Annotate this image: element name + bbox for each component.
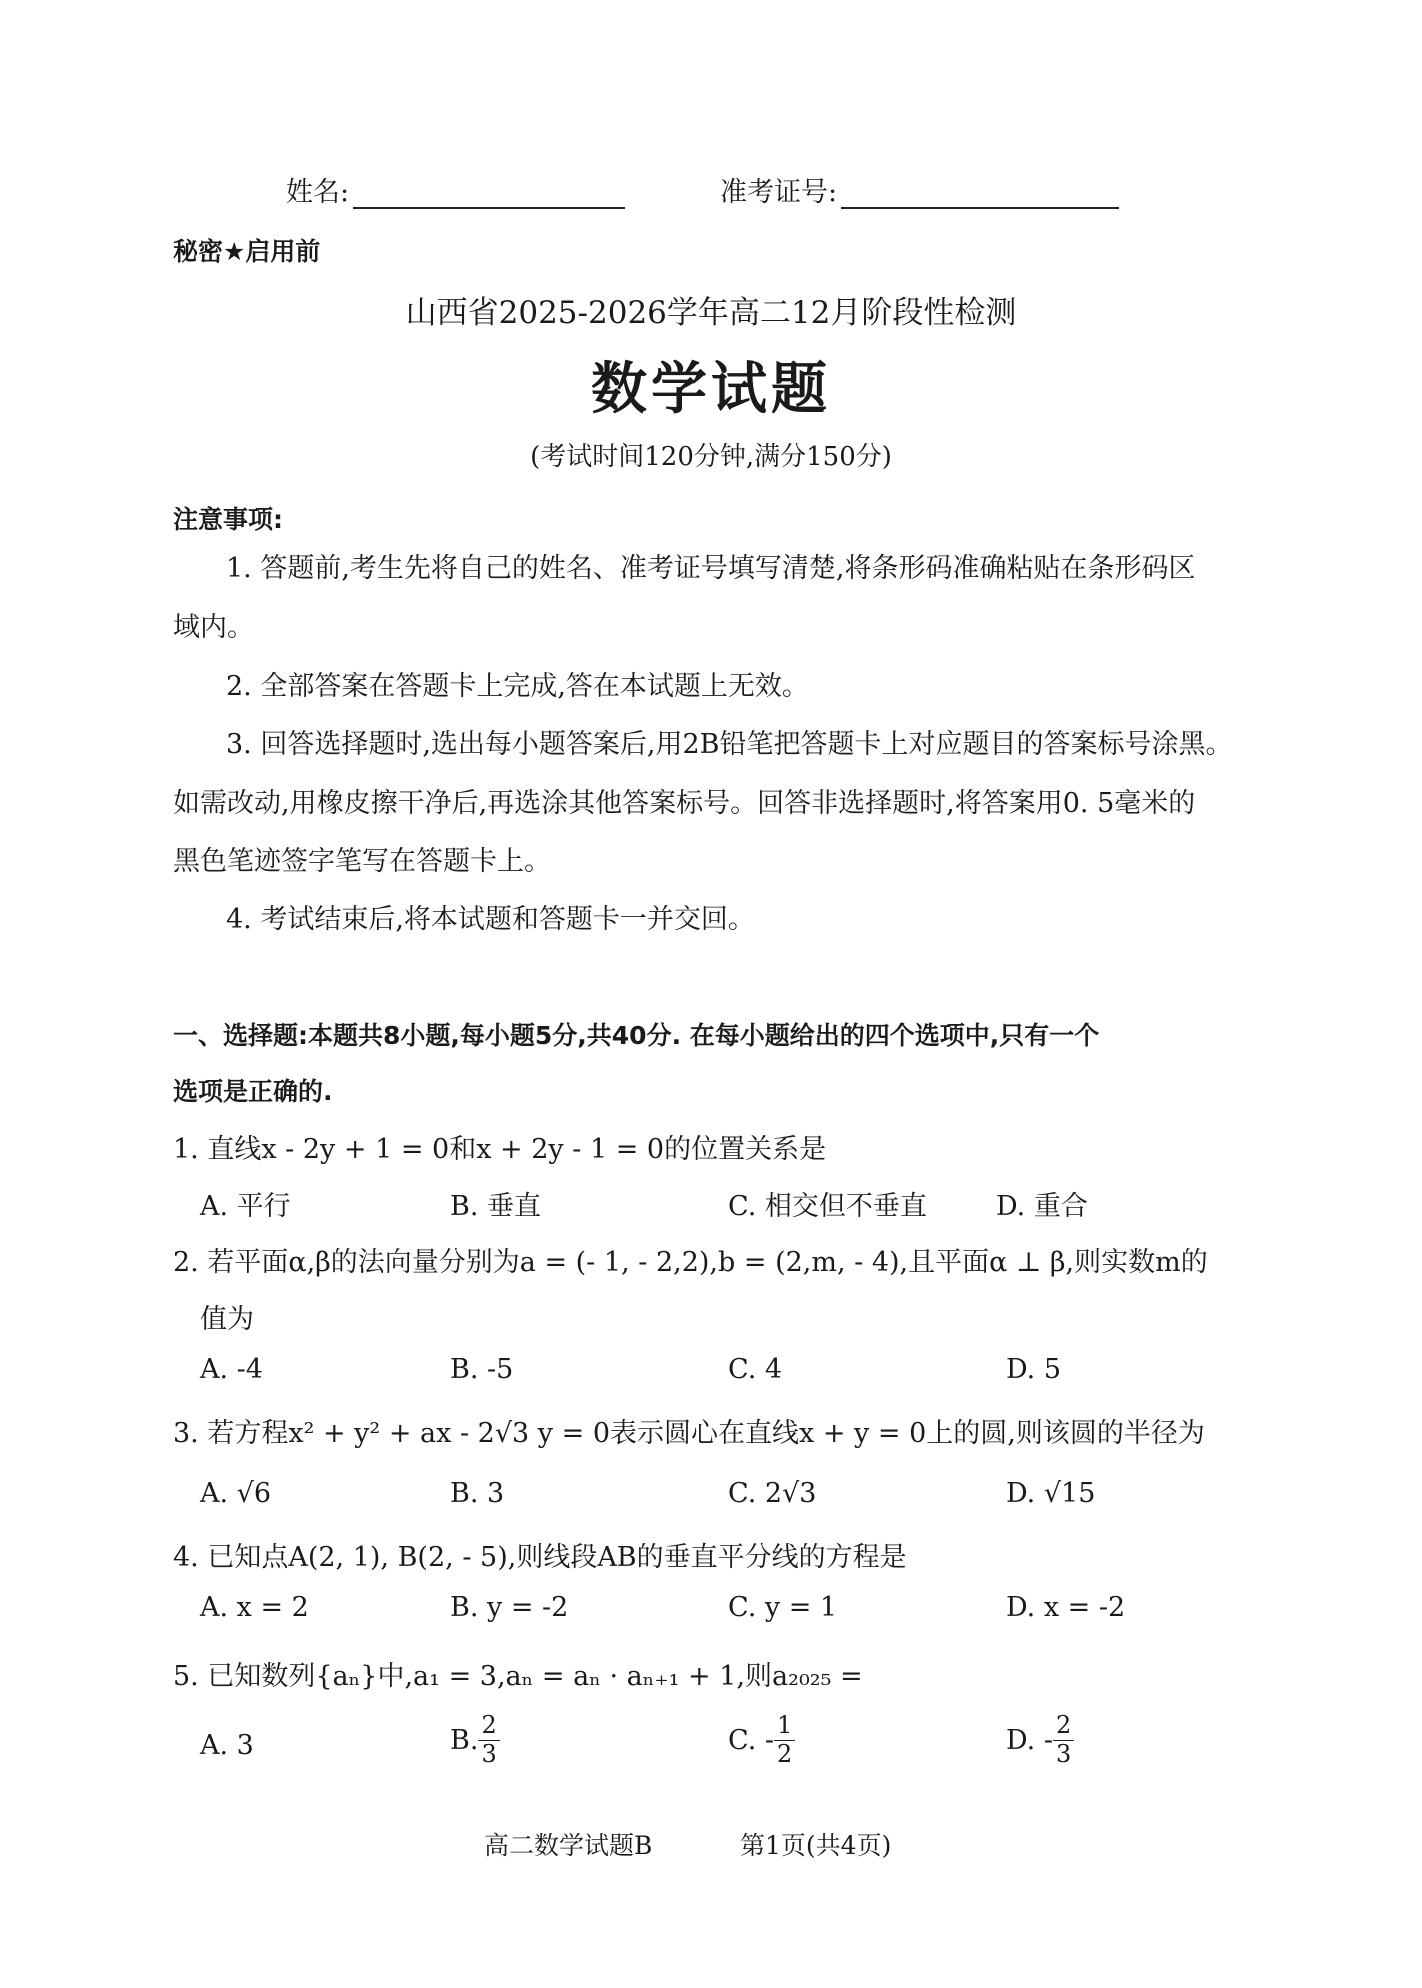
q5-option-b-numerator: 2 xyxy=(478,1712,499,1741)
q5-option-d-fraction xyxy=(1053,1712,1074,1768)
q4-option-c: C. y = 1 xyxy=(728,1592,838,1623)
q5-option-c-fraction xyxy=(774,1712,795,1768)
notice-item-4: 4. 考试结束后,将本试题和答题卡一并交回。 xyxy=(226,904,755,935)
footer-page-number: 第1页(共4页) xyxy=(740,1831,892,1860)
notice-item-1-cont: 域内。 xyxy=(173,612,254,643)
q3-option-c: C. 2√3 xyxy=(728,1478,817,1509)
question-1: 1. 直线x - 2y + 1 = 0和x + 2y - 1 = 0的位置关系是 xyxy=(173,1134,827,1165)
q4-option-b: B. y = -2 xyxy=(450,1592,569,1623)
notice-heading: 注意事项: xyxy=(173,505,283,534)
q5-option-d-numerator: 2 xyxy=(1053,1712,1074,1741)
exam-subtitle: 山西省2025-2026学年高二12月阶段性检测 xyxy=(405,295,1017,331)
q5-option-c-numerator: 1 xyxy=(774,1712,795,1741)
q5-option-d xyxy=(1006,1712,1074,1768)
q2-option-c: C. 4 xyxy=(728,1354,783,1385)
q2-option-d: D. 5 xyxy=(1006,1354,1062,1385)
q5-option-b xyxy=(450,1712,500,1768)
q5-option-b-denominator: 3 xyxy=(481,1739,497,1768)
q2-option-a: A. -4 xyxy=(200,1354,263,1385)
confidential-mark: 秘密★启用前 xyxy=(173,237,321,266)
q1-option-a: A. 平行 xyxy=(200,1191,291,1222)
exam-number-label: 准考证号: xyxy=(720,177,838,208)
question-2-cont: 值为 xyxy=(200,1304,254,1335)
notice-item-1: 1. 答题前,考生先将自己的姓名、准考证号填写清楚,将条形码准确粘贴在条形码区 xyxy=(226,553,1196,584)
exam-number-blank[interactable] xyxy=(841,181,1119,209)
q4-option-a: A. x = 2 xyxy=(200,1592,309,1623)
page-title: 数学试题 xyxy=(591,356,831,422)
q1-option-c: C. 相交但不垂直 xyxy=(728,1191,927,1222)
notice-item-3: 3. 回答选择题时,选出每小题答案后,用2B铅笔把答题卡上对应题目的答案标号涂黑。 xyxy=(226,729,1233,760)
section-heading: 一、选择题:本题共8小题,每小题5分,共40分. 在每小题给出的四个选项中,只有一个 xyxy=(173,1021,1100,1050)
notice-item-3-cont: 如需改动,用橡皮擦干净后,再选涂其他答案标号。回答非选择题时,将答案用0. 5毫米的 xyxy=(173,788,1196,819)
name-field xyxy=(286,170,625,209)
q5-option-d-label: D. - xyxy=(1006,1724,1053,1756)
footer-exam-name: 高二数学试题B xyxy=(484,1831,653,1860)
name-blank[interactable] xyxy=(353,181,625,209)
q5-option-c-label: C. - xyxy=(728,1724,774,1756)
q5-option-c-denominator: 2 xyxy=(776,1739,793,1768)
q3-option-d: D. √15 xyxy=(1006,1478,1096,1509)
q3-option-a: A. √6 xyxy=(200,1478,272,1509)
q1-option-b: B. 垂直 xyxy=(450,1191,542,1222)
name-label: 姓名: xyxy=(286,177,350,208)
q2-option-b: B. -5 xyxy=(450,1354,514,1385)
q3-option-b: B. 3 xyxy=(450,1478,505,1509)
q5-option-b-fraction xyxy=(478,1712,499,1768)
q5-option-b-label: B. xyxy=(450,1724,479,1756)
exam-info: (考试时间120分钟,满分150分) xyxy=(530,442,892,472)
notice-item-2: 2. 全部答案在答题卡上完成,答在本试题上无效。 xyxy=(226,671,809,702)
q5-option-a: A. 3 xyxy=(200,1730,254,1761)
q4-option-d: D. x = -2 xyxy=(1006,1592,1126,1623)
q5-option-c xyxy=(728,1712,795,1768)
q5-option-d-denominator: 3 xyxy=(1055,1739,1072,1768)
question-4: 4. 已知点A(2, 1), B(2, - 5),则线段AB的垂直平分线的方程是 xyxy=(173,1542,907,1573)
q1-option-d: D. 重合 xyxy=(996,1191,1088,1222)
question-3: 3. 若方程x² + y² + ax - 2√3 y = 0表示圆心在直线x + y = 0上的圆,则该圆的半径为 xyxy=(173,1418,1205,1449)
section-heading-cont: 选项是正确的. xyxy=(173,1077,333,1106)
question-5: 5. 已知数列{aₙ}中,a₁ = 3,aₙ = aₙ · aₙ₊₁ + 1,则a₂₀₂₅ = xyxy=(173,1661,863,1692)
exam-number-field xyxy=(720,170,1119,209)
notice-item-3-cont2: 黑色笔迹签字笔写在答题卡上。 xyxy=(173,846,551,877)
question-2: 2. 若平面α,β的法向量分别为a = (- 1, - 2,2),b = (2,m, - 4),且平面α ⊥ β,则实数m的 xyxy=(173,1247,1208,1278)
